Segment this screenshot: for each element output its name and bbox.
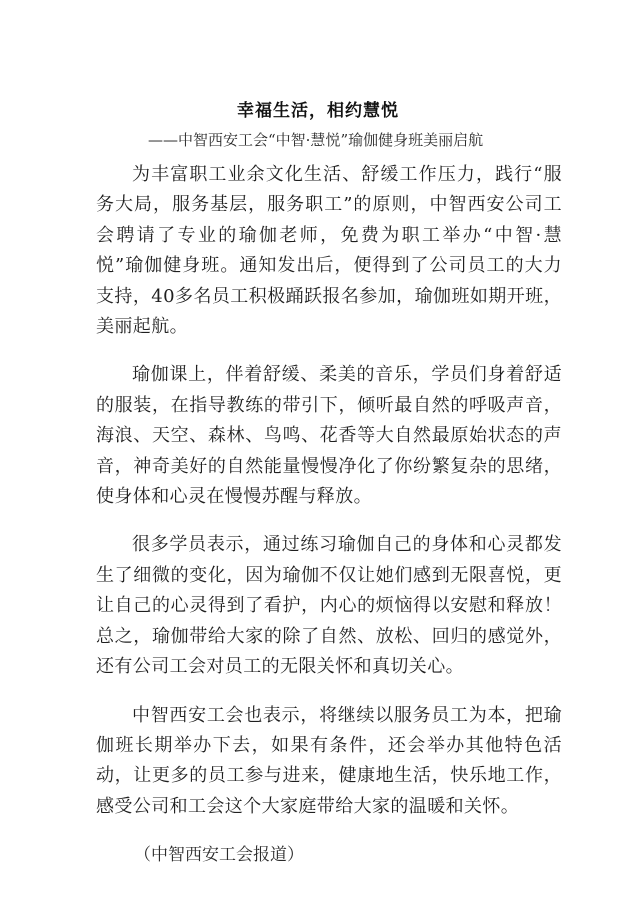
article-title: 幸福生活，相约慧悦 xyxy=(237,101,399,121)
article-byline: （中智西安工会报道） xyxy=(134,845,304,866)
paragraph-3: 很多学员表示，通过练习瑜伽自己的身体和心灵都发生了细微的变化，因为瑜伽不仅让她们感到无限喜悦，更让自己的心灵得到了看护，内心的烦恼得以安慰和释放！总之，瑜伽带给大家的除了自然、放松、回归的感觉外，还有公司工会对员工的无限关怀和真切关心。 xyxy=(96,534,562,678)
paragraph-4: 中智西安工会也表示，将继续以服务员工为本，把瑜伽班长期举办下去，如果有条件，还会举办其他特色活动，让更多的员工参与进来，健康地生活，快乐地工作，感受公司和工会这个大家庭带给大家的温暖和关怀。 xyxy=(96,704,562,817)
paragraph-1: 为丰富职工业余文化生活、舒缓工作压力，践行“服务大局，服务基层，服务职工”的原则，中智西安公司工会聘请了专业的瑜伽老师，免费为职工举办“中智·慧悦”瑜伽健身班。通知发出后，便得到了公司员工的大力支持，40多名员工积极踊跃报名参加，瑜伽班如期开班，美丽起航。 xyxy=(96,164,562,338)
article-body xyxy=(96,160,562,870)
article-subtitle: ——中智西安工会“中智·慧悦”瑜伽健身班美丽启航 xyxy=(148,131,484,149)
paragraph-2: 瑜伽课上，伴着舒缓、柔美的音乐，学员们身着舒适的服装，在指导教练的带引下，倾听最自然的呼吸声音，海浪、天空、森林、鸟鸣、花香等大自然最原始状态的声音，神奇美好的自然能量慢慢净化了你纷繁复杂的思绪，使身体和心灵在慢慢苏醒与释放。 xyxy=(96,364,562,508)
